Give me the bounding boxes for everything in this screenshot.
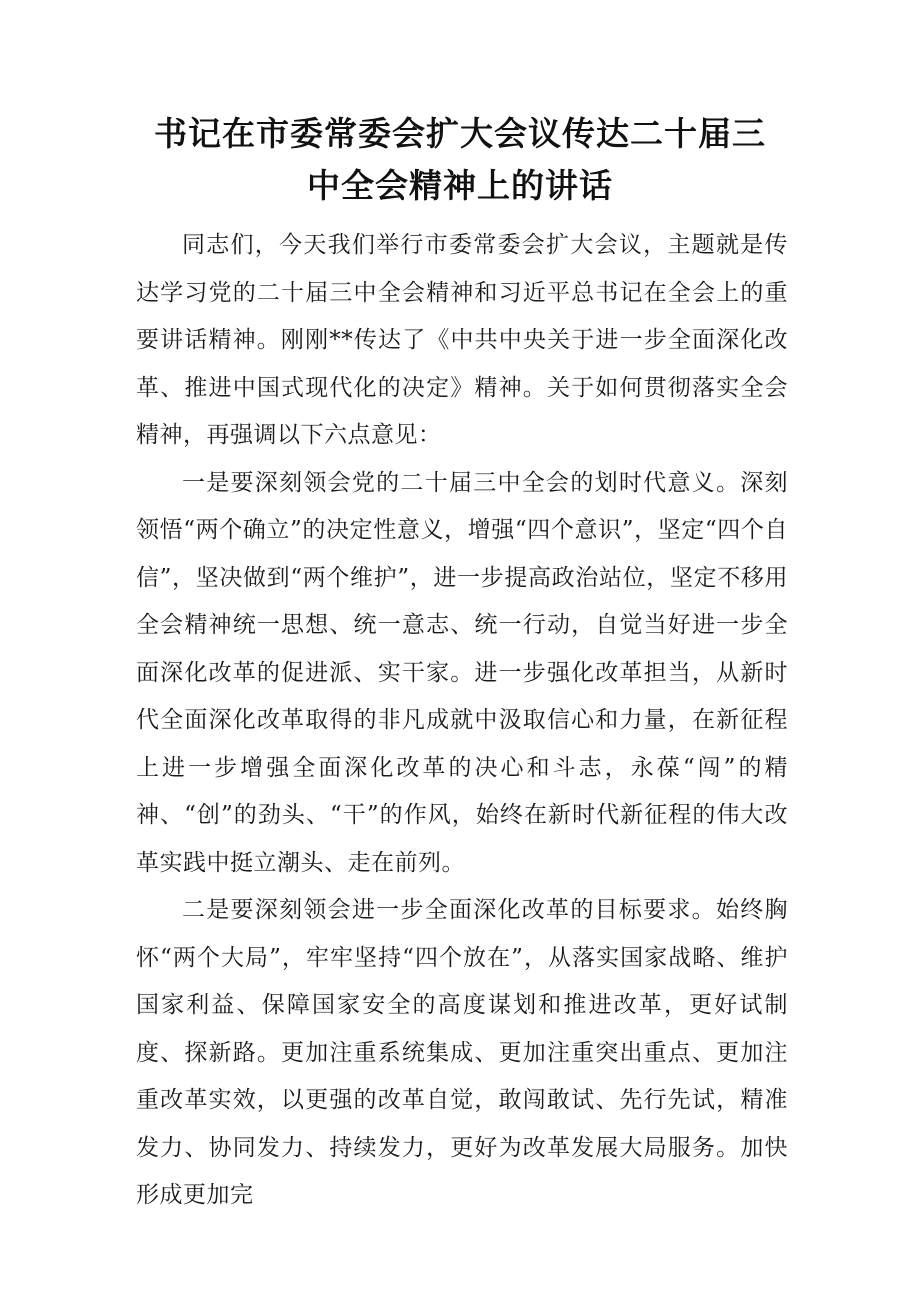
paragraph-point-two: 二是要深刻领会进一步全面深化改革的目标要求。始终胸怀“两个大局”，牢牢坚持“四个放在”，从落实国家战略、维护国家利益、保障国家安全的高度谋划和推进改革，更好试制度、探新路。更加注重系统集成、更加注重突出重点、更加注重改革实效，以更强的改革自觉，敢闯敢试、先行先试，精准发力、协同发力、持续发力，更好为改革发展大局服务。加快形成更加完 xyxy=(136,897,788,1208)
paragraph-point-one: 一是要深刻领会党的二十届三中全会的划时代意义。深刻领悟“两个确立”的决定性意义，增强“四个意识”，坚定“四个自信”，坚决做到“两个维护”，进一步提高政治站位，坚定不移用全会精神统一思想、统一意志、统一行动，自觉当好进一步全面深化改革的促进派、实干家。进一步强化改革担当，从新时代全面深化改革取得的非凡成就中汲取信心和力量，在新征程上进一步增强全面深化改革的决心和斗志，永葆“闯”的精神、“创”的劲头、“干”的作风，始终在新时代新征程的伟大改革实践中挺立潮头、走在前列。 xyxy=(136,469,788,876)
document-title-line-1: 书记在市委常委会扩大会议传达二十届三 xyxy=(154,114,766,153)
paragraph-opening: 同志们，今天我们举行市委常委会扩大会议，主题就是传达学习党的二十届三中全会精神和习近平总书记在全会上的重要讲话精神。刚刚**传达了《中共中央关于进一步全面深化改革、推进中国式现代化的决定》精神。关于如何贯彻落实全会精神，再强调以下六点意见： xyxy=(136,232,788,448)
document-title-line-2: 中全会精神上的讲话 xyxy=(307,166,613,205)
document-body xyxy=(136,222,788,1220)
